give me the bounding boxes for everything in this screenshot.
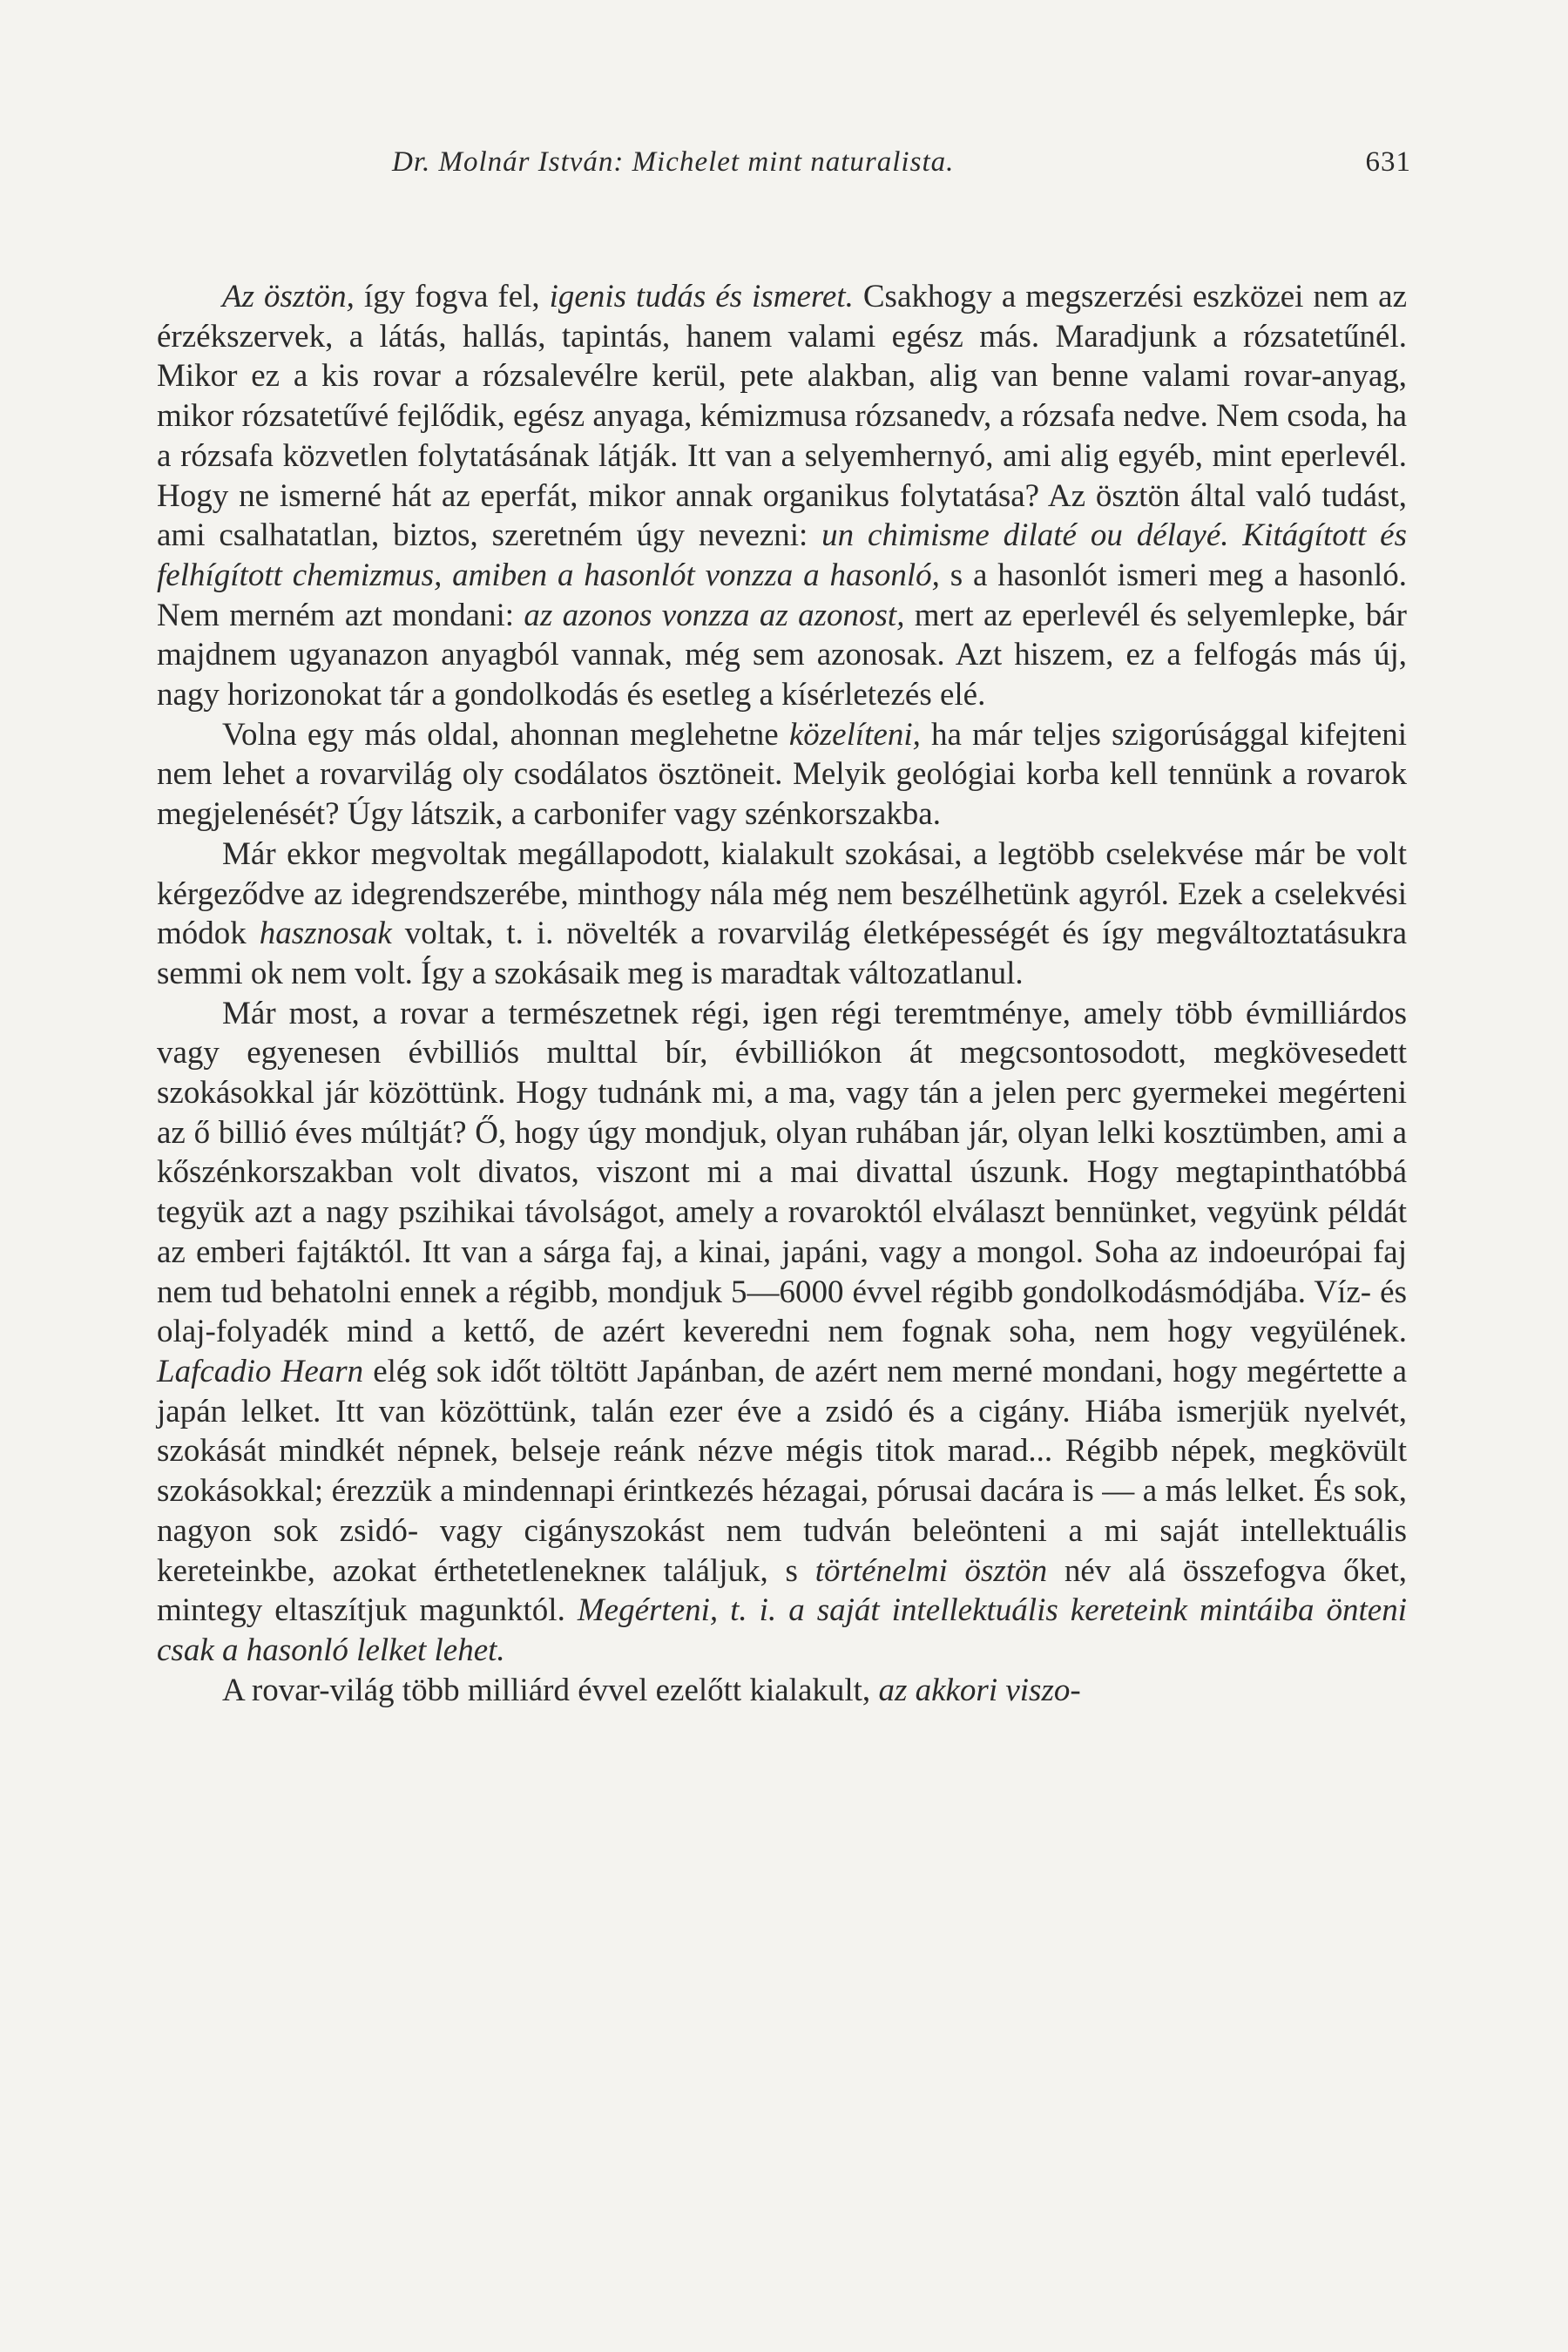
paragraph (157, 1671, 1407, 1711)
text-span: voltak, t. i. növelték a rovarvilág életképességét és így megváltoztatásukra semmi ok nem volt. Így a szokásaik meg is maradtak változatlanul. (157, 916, 1408, 991)
text-span: az akkori viszo- (878, 1672, 1081, 1708)
text-span: A rovar-világ több milliárd évvel ezelőtt kialakult, (222, 1672, 879, 1708)
text-span: így fogva fel, (354, 279, 550, 314)
paragraph (157, 835, 1407, 994)
paragraph (157, 715, 1407, 835)
paragraph (157, 277, 1407, 715)
text-span: Csakhogy a megszerzési eszközei nem az érzékszervek, a látás, hallás, tapintás, hanem valami egész más. Maradjunk a rózsatetűnél. Mikor ez a kis rovar a rózsalevélre kerül, pete alakban, alig van benne valami rovar-anyag, mikor rózsatetűvé fejlődik, egész anyaga, kémizmusa rózsanedv, a rózsafa nedve. Nem csoda, ha a rózsafa közvetlen folytatásának látják. Itt van a selyemhernyó, ami alig egyéb, mint eperlevél. Hogy ne ismerné hát az eperfát, mikor annak organikus folytatása? Az ösztön által való tudást, ami csalhatatlan, biztos, szeretném úgy nevezni: (157, 279, 1408, 554)
text-span: hasznosak (259, 916, 392, 952)
text-span: Már most, a rovar a természetnek régi, igen régi teremtménye, amely több évmilliárdos vagy egyenesen évbilliós multtal bír, évbilliókon át megcsontosodott, megkövesedett szokásokkal jár közöttünk. Hogy tudnánk mi, a ma, vagy tán a jelen perc gyermekei megérteni az ő billió éves múltját? Ő, hogy úgy mondjuk, olyan ruhában jár, olyan lelki kosztümben, ami a kőszénkorszakban volt divatos, viszont mi a mai divattal úszunk. Hogy megtapinthatóbbá tegyük azt a nagy pszihikai távolságot, amely a rovaroktól elválaszt bennünket, vegyünk példát az emberi fajtáktól. Itt van a sárga faj, a kinai, japáni, vagy a mongol. Soha az indoeurópai faj nem tud behatolni ennek a régibb, mondjuk 5—6000 évvel régibb gondolkodásmódjába. Víz- és olaj-folyadék mind a kettő, de azért keveredni nem fognak soha, nem hogy vegyülének. (157, 995, 1407, 1350)
text-span: történelmi ösztön (814, 1552, 1048, 1589)
text-span: közelíteni, (788, 716, 921, 753)
text-span: név alá összefogva őket, mintegy eltaszítjuk magunktól. (157, 1552, 1407, 1629)
text-span: elég sok időt töltött Japánban, de azért nem merné mondani, hogy megértette a japán lelket. Itt van közöttünk, talán ezer éve a zsidó és a cigány. Hiába ismerjük nyelvét, szokását mindkét népnek, belseje reánk nézve mégis titok marad... Régibb népek, megkövült szokásokkal; érezzük a mindennapi érintkezés hézagai, pórusai dacára is — a más lelket. És sok, nagyon sok zsidó- vagy cigányszokást nem tudván beleönteni a mi saját intellektuális kereteinkbe, azokat érthetetlenekneк találjuk, s (157, 1353, 1407, 1589)
text-span: az azonos vonzza az azonost, (524, 597, 905, 633)
text-span: igenis tudás és ismeret. (549, 279, 854, 314)
text-span: Volna egy más oldal, ahonnan meglehetne (222, 716, 789, 753)
body-text (157, 277, 1407, 1710)
text-span: Már ekkor megvoltak megállapodott, kialakult szokásai, a legtöbb cselekvése már be volt kérgeződve az idegrendszerébe, minthogy nála még nem beszélhetünk agyról. Ezek a cselekvési módok (157, 835, 1407, 952)
header-title: Dr. Molnár István: Michelet mint naturalista. (392, 146, 955, 178)
text-span: ha már teljes szigorúsággal kifejteni nem lehet a rovarvilág oly csodálatos ösztöneit. Melyik geológiai korba kell tennünk a rovarok megjelenését? Úgy látszik, a carbonifer vagy szénkorszakba. (157, 716, 1407, 833)
paragraph (157, 994, 1407, 1671)
text-span: mert az eperlevél és selyemlepke, bár majdnem ugyanazon anyagból vannak, még sem azonosak. Azt hiszem, ez a felfogás más új, nagy horizonokat tár a gondolkodás és esetleg a kísérletezés elé. (157, 597, 1407, 713)
text-span: Az ösztön, (222, 279, 355, 314)
page-number: 631 (1365, 146, 1411, 178)
text-span: un chimisme dilaté ou délayé. Kitágított és felhígított chemizmus, amiben a hasonlót vonzza a hasonló, (157, 517, 1407, 593)
text-span: Megérteni, t. i. a saját intellektuális kereteink mintáiba önteni csak a hasonló lelket lehet. (157, 1592, 1407, 1668)
text-span: Lafcadio Hearn (157, 1353, 364, 1389)
text-span: s a hasonlót ismeri meg a hasonló. Nem merném azt mondani: (157, 557, 1407, 633)
